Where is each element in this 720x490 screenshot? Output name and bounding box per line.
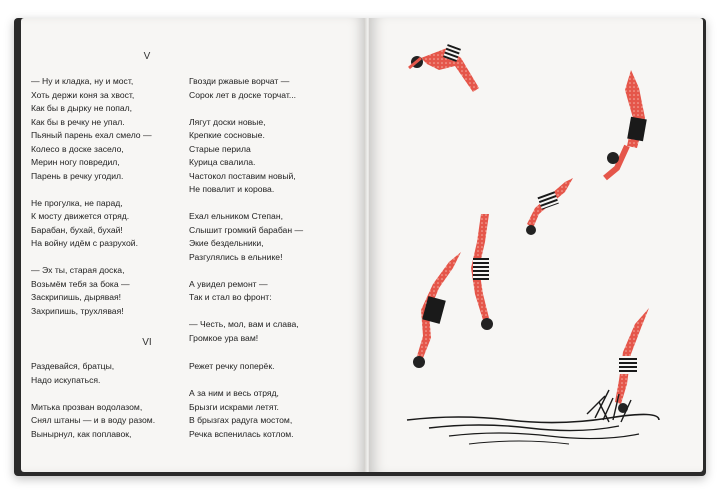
stanza	[31, 264, 152, 318]
poem-line: А увидел ремонт —	[189, 278, 268, 289]
poem-line: Брызги искрами летят.	[189, 401, 279, 412]
left-page	[21, 18, 365, 472]
poem-line: Парень в речку угодил.	[31, 170, 124, 181]
poem-line: Колесо в доске засело,	[31, 143, 124, 154]
poem-line: Как бы в дырку не попал,	[31, 103, 133, 113]
poem-line: Возьмём тебя за бока —	[31, 278, 130, 289]
poem-line: Не прогулка, не парад,	[31, 197, 123, 208]
poem-line: Речка вспенилась котлом.	[189, 428, 294, 439]
stanza	[31, 360, 155, 387]
poem-line: Крепкие сосновые.	[189, 130, 265, 140]
stanza	[189, 75, 303, 102]
poem-line: Митька прозван водолазом,	[31, 401, 143, 412]
poem-line: Сорок лет в доске торчат...	[189, 89, 297, 100]
stanza	[189, 210, 303, 264]
section-heading-v: V	[143, 51, 151, 62]
poem-line: — Ну и кладка, ну и мост,	[31, 76, 134, 86]
poem-line: — Честь, мол, вам и слава,	[189, 319, 299, 329]
poem-line: Старые перила	[189, 143, 251, 154]
poem-line: Гвозди ржавые ворчат —	[189, 76, 290, 86]
poem-line: Слышит громкий барабан —	[189, 224, 304, 235]
diver-figure-2	[605, 70, 647, 178]
stanza	[189, 387, 294, 441]
stanza	[31, 197, 152, 251]
poem-line: Хоть держи коня за хвост,	[31, 89, 135, 100]
stanza	[189, 360, 294, 374]
divers-illustration	[369, 18, 703, 472]
poem-column-v-right	[189, 75, 303, 359]
stanza	[31, 75, 152, 183]
poem-line: Экие бездельники,	[189, 238, 264, 248]
diver-figure-4	[413, 252, 461, 368]
poem-line: Частокол поставим новый,	[189, 170, 296, 181]
stanza	[189, 278, 303, 305]
stanza	[189, 318, 303, 345]
poem-line: Так и стал во фронт:	[189, 292, 272, 302]
poem-column-vi-left	[31, 360, 155, 455]
poem-line: Снял штаны — и в воду разом.	[31, 415, 156, 425]
stanza	[189, 116, 303, 197]
poem-line: Курица свалила.	[189, 157, 256, 167]
poem-line: Заскрипишь, дырявая!	[31, 292, 122, 302]
poem-line: Барабан, бухай, бухай!	[31, 224, 123, 235]
right-page	[369, 18, 703, 472]
poem-line: Мерин ногу повредил,	[31, 157, 120, 167]
stanza	[31, 401, 155, 442]
poem-line: Надо искупаться.	[31, 374, 101, 385]
diver-figure-6	[615, 308, 649, 413]
diver-figure-3	[526, 178, 573, 235]
poem-line: В брызгах радуга мостом,	[189, 415, 293, 425]
poem-line: К мосту движется отряд.	[31, 211, 130, 221]
poem-line: Вынырнул, как поплавок,	[31, 428, 132, 439]
poem-line: Ехал ельником Степан,	[189, 211, 283, 221]
poem-line: Пьяный парень ехал смело —	[31, 130, 152, 140]
poem-column-vi-right	[189, 360, 294, 455]
poem-line: Громкое ура вам!	[189, 332, 259, 343]
poem-line: — Эх ты, старая доска,	[31, 265, 125, 275]
poem-line: Как бы в речку не упал.	[31, 116, 125, 127]
poem-line: А за ним и весь отряд,	[189, 388, 279, 398]
poem-line: Захрипишь, трухлявая!	[31, 305, 124, 316]
poem-line: Режет речку поперёк.	[189, 361, 275, 371]
diver-figure-1	[409, 44, 479, 92]
poem-column-v-left	[31, 75, 152, 332]
diver-figure-5	[471, 214, 493, 330]
poem-line: Не повалит и корова.	[189, 184, 275, 194]
poem-line: Разгулялись в ельнике!	[189, 251, 283, 262]
section-heading-vi: VI	[142, 337, 152, 348]
poem-line: Раздевайся, братцы,	[31, 361, 115, 371]
poem-line: На войну идём с разрухой.	[31, 238, 138, 248]
poem-line: Лягут доски новые,	[189, 116, 266, 127]
